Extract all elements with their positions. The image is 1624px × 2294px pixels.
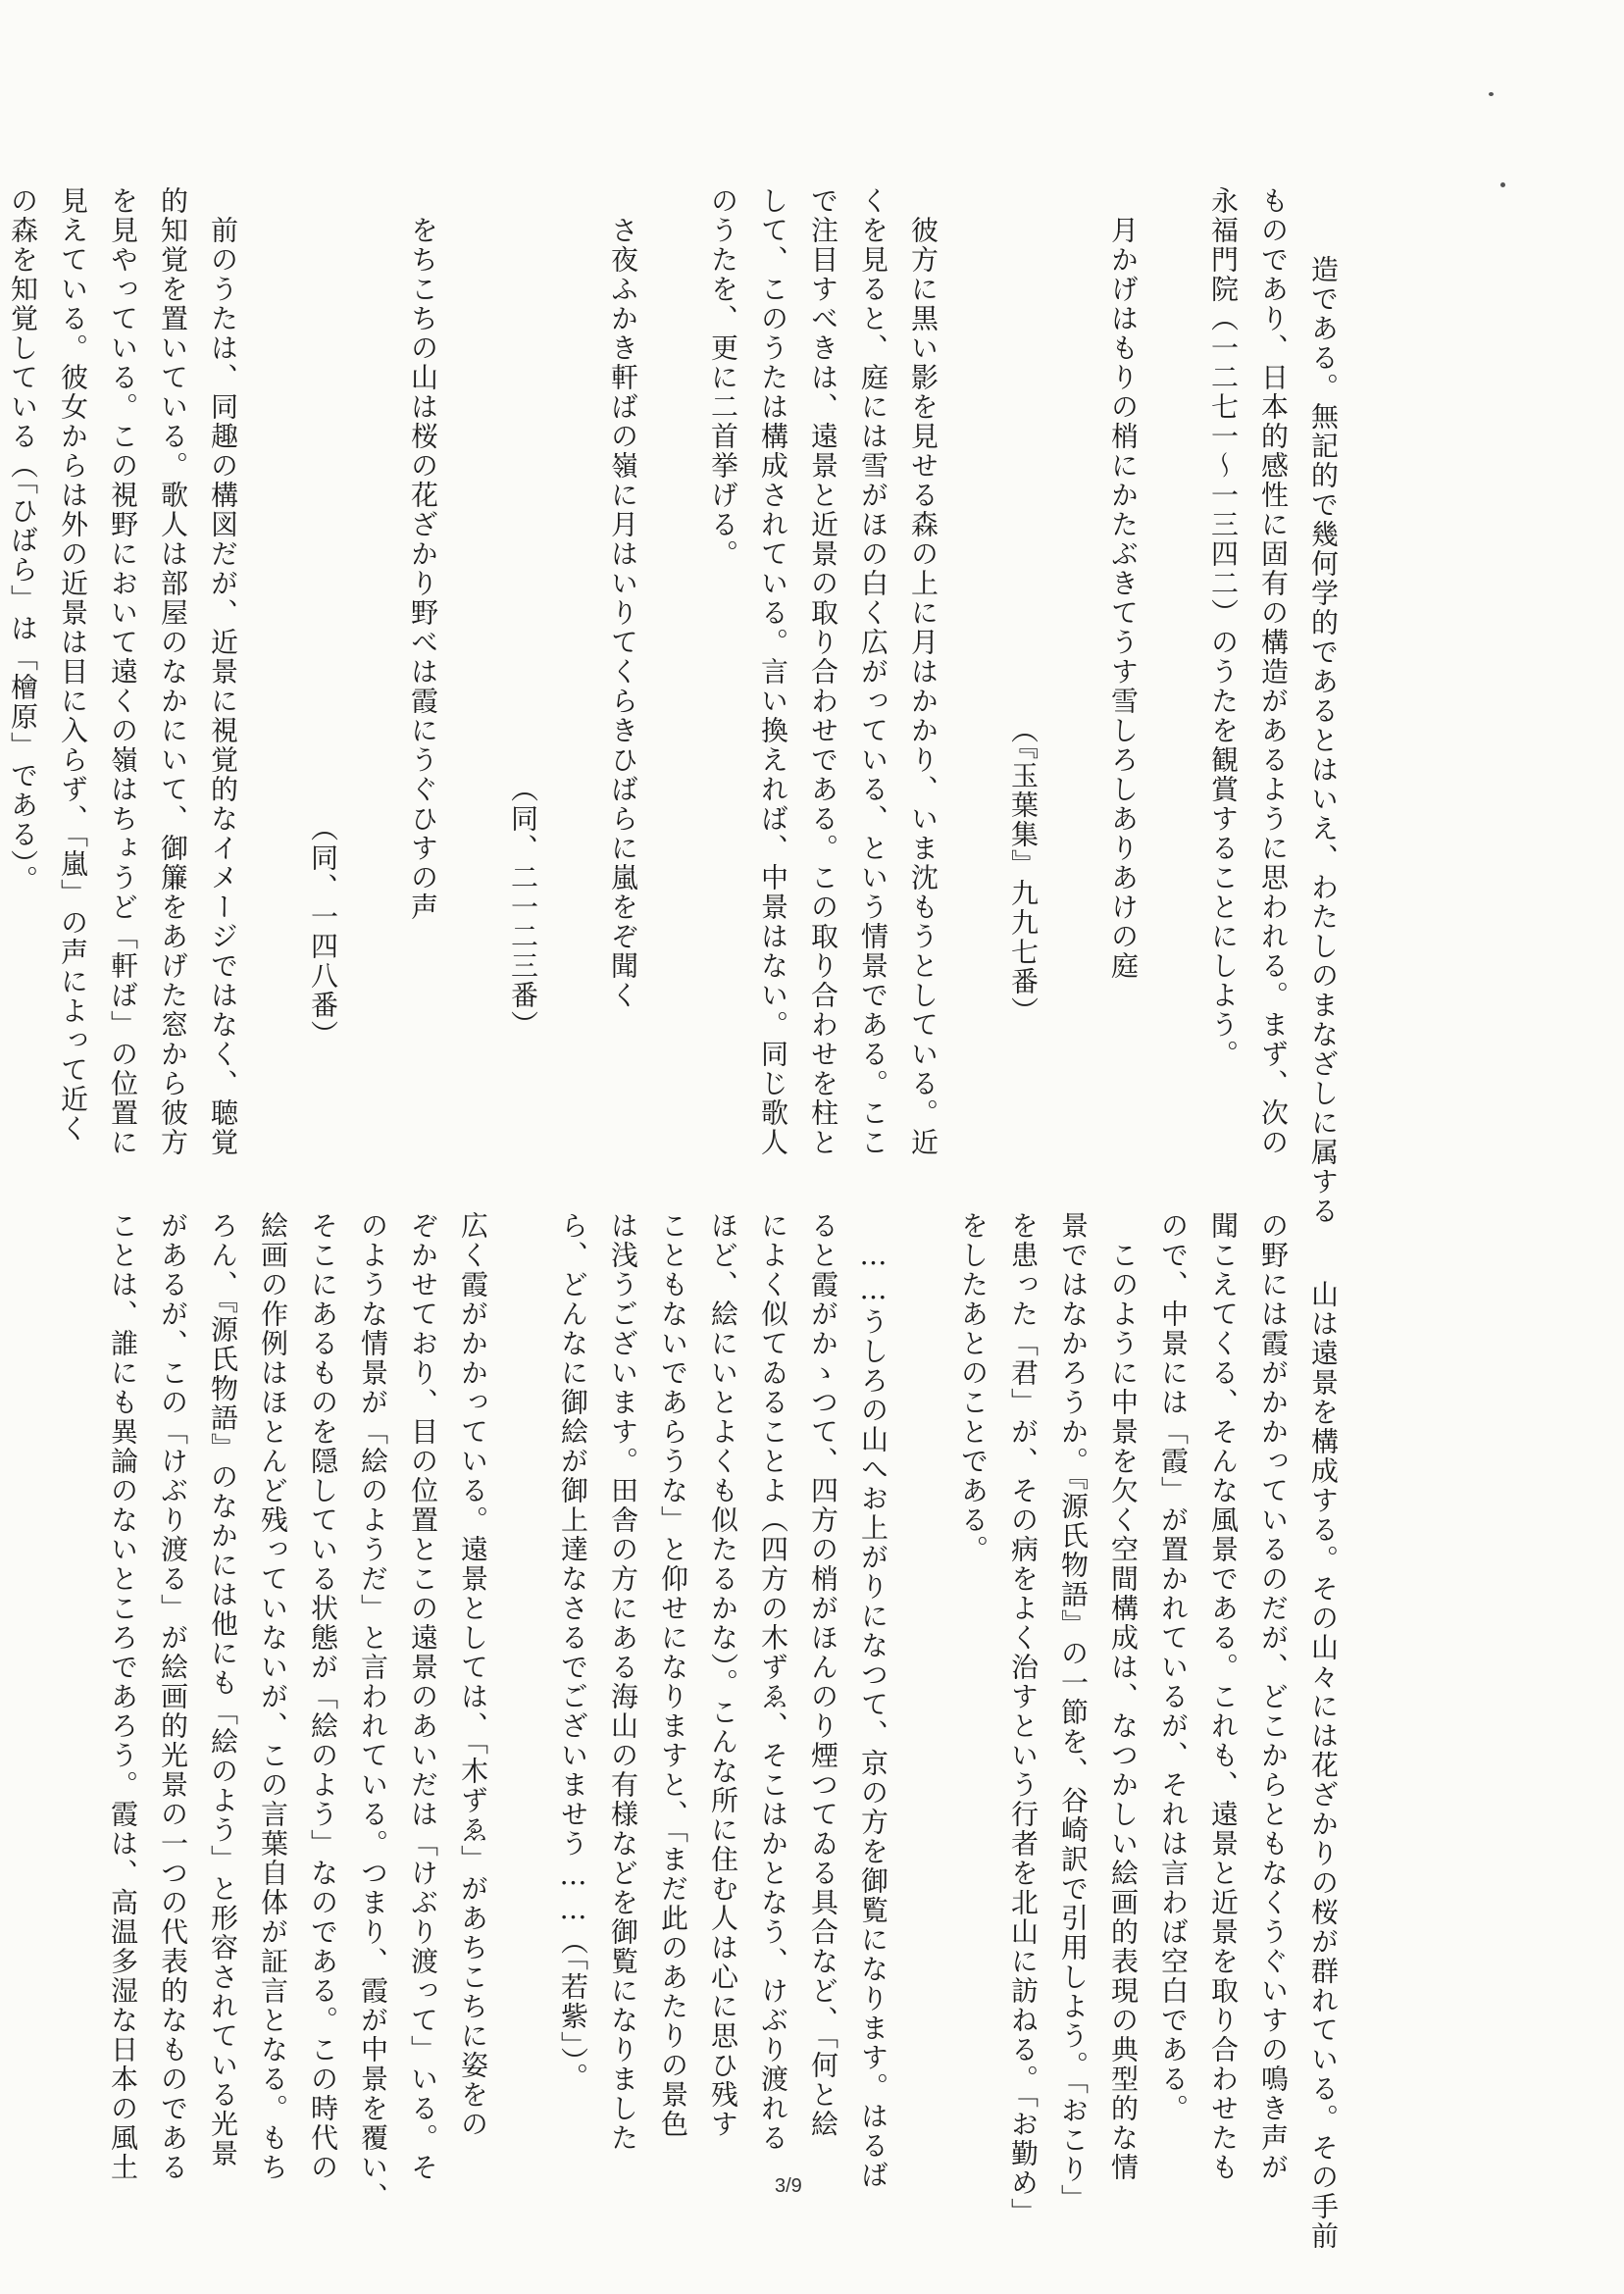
upper-text-block xyxy=(0,186,1398,1226)
scan-speck xyxy=(1500,182,1505,187)
poem: 月かげはもりの梢にかたぶきてうす雪しろしありあけの庭 xyxy=(1107,186,1140,981)
page-number: 3/9 xyxy=(775,2175,802,2197)
poem-source: （同、一四八番） xyxy=(307,814,339,1049)
scan-speck xyxy=(1489,92,1494,96)
poem-source: （同、二一二三番） xyxy=(507,775,539,1040)
poem: さ夜ふかき軒ばの嶺に月はいりてくらきひばらに嵐をぞ聞く xyxy=(607,186,639,1010)
poem-source: （『玉葉集』九九七番） xyxy=(1007,716,1040,1026)
paragraph: 造である。無記的で幾何学的であるとはいえ、わたしのまなざしに属する ものであり、日本的感性に固有の構造があるように思われる。まず、次の 永福門院（一二七一〜一三四二）のうたを観賞することにしよう。 xyxy=(1207,186,1340,1226)
paragraph: 山は遠景を構成する。その山々には花ざかりの桜が群れている。その手前 の野には霞がかかっているのだが、どこからともなくうぐいすの鳴き声が 聞こえてくる、そんな風景である。これも、遠景と近景を取り合わせたも ので、中景には「霞」が置かれているが、それは言わば空白である。 このように中景を欠く空間構成は、なつかしい絵画的表現の典型的な情 景ではなかろうか。『源氏物語』の一節を、谷崎訳で引用しよう。「おこり」 を患った「君」が、その病をよく治すという行者を北山に訪ねる。「お勤め」 をしたあとのことである。 xyxy=(957,1211,1340,2251)
paragraph: 彼方に黒い影を見せる森の上に月はかかり、いま沈もうとしている。近 くを見ると、庭には雪がほの白く広がっている、という情景である。ここ で注目すべきは、遠景と近景の取り合わせである。この取り合わせを柱と して、このうたは構成されている。言い換えれば、中景はない。同じ歌人 のうたを、更に二首挙げる。 xyxy=(707,186,939,1157)
paragraph: 前のうたは、同趣の構図だが、近景に視覚的なイメージではなく、聴覚 的知覚を置いている。歌人は部屋のなかにいて、御簾をあげた窓から彼方 を見やっている。この視野において遠くの嶺はちょうど「軒ば」の位置に 見えている。彼女からは外の近景は目に入らず、「嵐」の声によって近く の森を知覚している（「ひばら」は「檜原」である）。 xyxy=(7,186,239,1157)
block-quote: ……うしろの山へお上がりになつて、京の方を御覧になります。はるば ると霞がかゝつて、四方の梢がほんのり煙つてゐる具合など、「何と絵 によく似てゐることよ（四方の木ずゑ、そこはかとなう、けぶり渡れる ほど、絵にいとよくも似たるかな）。こんな所に住む人は心に思ひ残す こともないであらうな」と仰せになりますと、「まだ此のあたりの景色 は浅うございます。田舎の方にある海山の有様などを御覧になりました ら、どんなに御絵が御上達なさるでございませう……（「若紫」）。 xyxy=(557,1211,889,2190)
paragraph: 広く霞がかかっている。遠景としては、「木ずゑ」があちこちに姿をの ぞかせており、目の位置とこの遠景のあいだは「けぶり渡って」いる。そ のような情景が「絵のようだ」と言われている。つまり、霞が中景を覆い、 そこにあるものを隠している状態が「絵のよう」なのである。この時代の 絵画の作例はほとんど残っていないが、この言葉自体が証言となる。もち ろん、『源氏物語』のなかには他にも「絵のよう」と形容されている光景 があるが、この「けぶり渡る」が絵画的光景の一つの代表的なものである ことは、誰にも異論のないところであろう。霞は、高温多湿な日本の風土 xyxy=(107,1211,489,2212)
poem: をちこちの山は桜の花ざかり野べは霞にうぐひすの声 xyxy=(407,186,439,922)
lower-text-block xyxy=(98,1211,1398,2251)
